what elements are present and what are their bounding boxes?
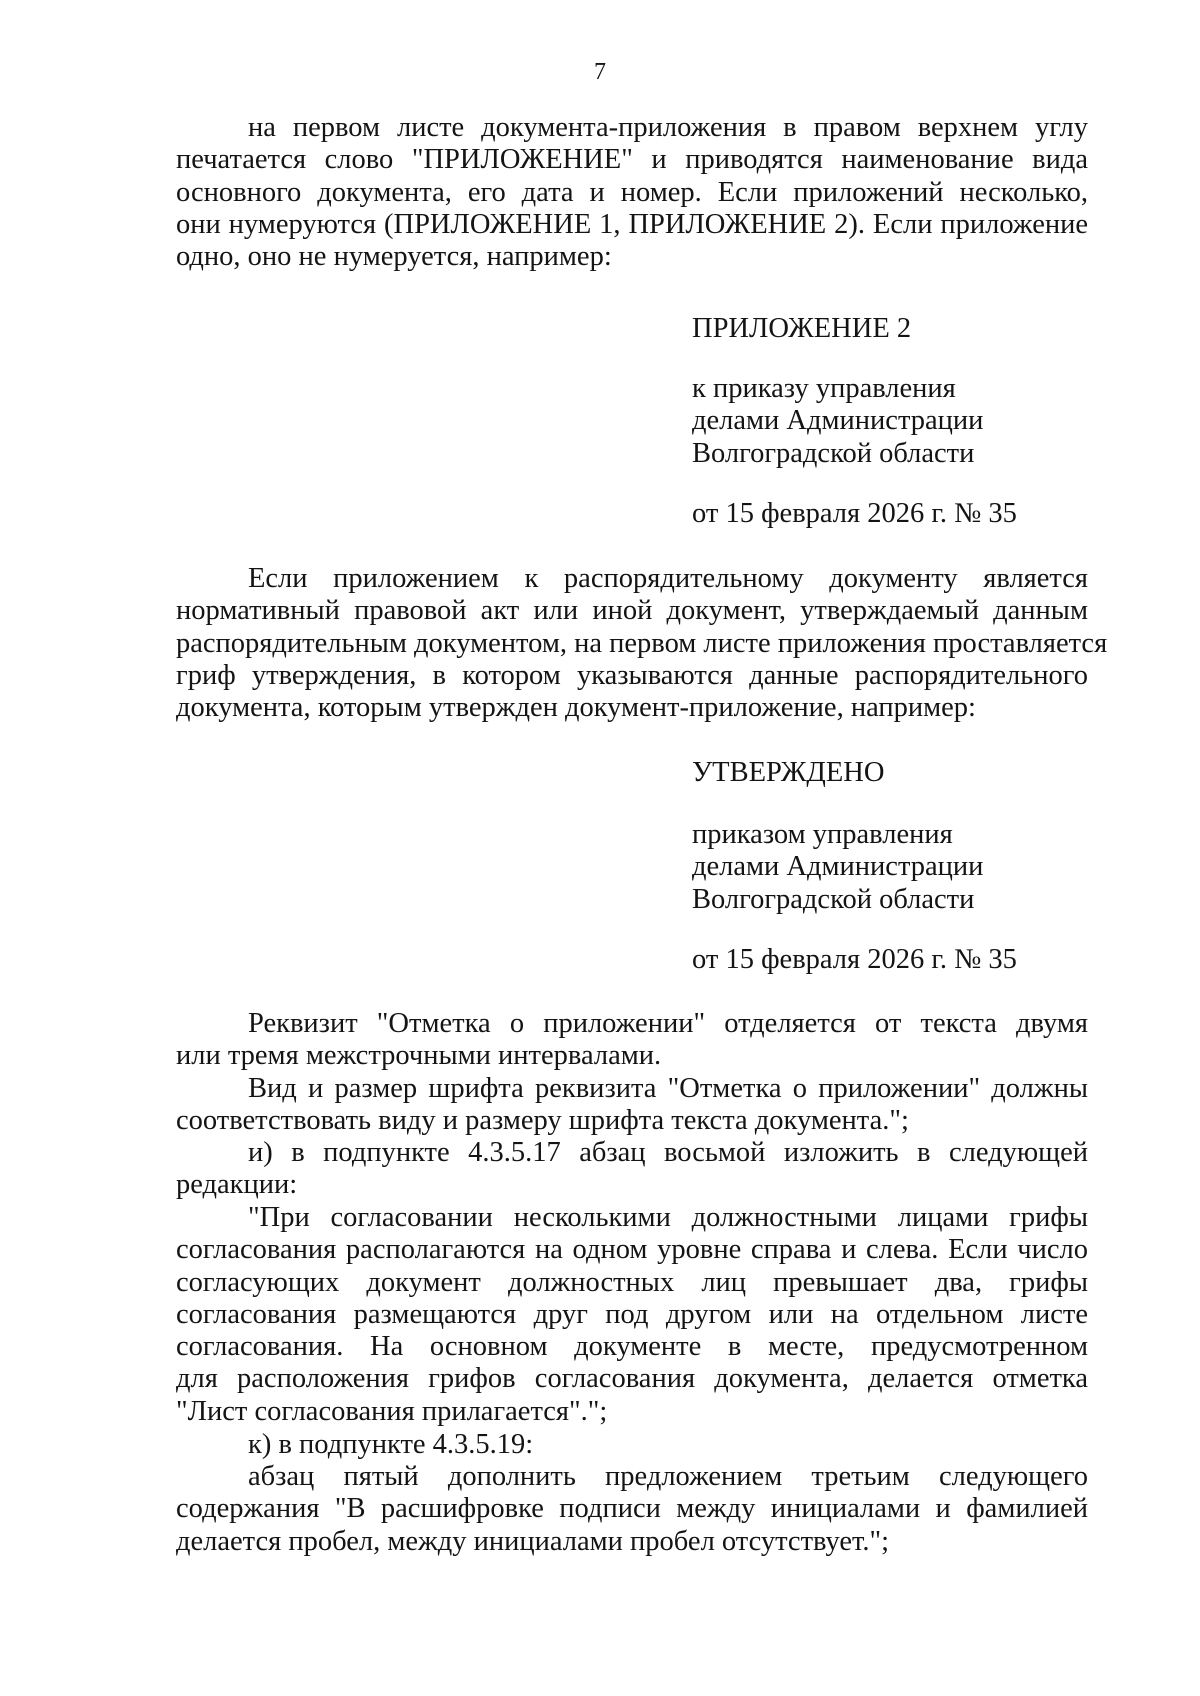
text-line: делами Администрации	[692, 851, 984, 883]
example-attachment-heading: ПРИЛОЖЕНИЕ 2	[692, 313, 912, 344]
example-approval-date: от 15 февраля 2026 г. № 35	[692, 944, 1017, 975]
paragraph-subitem-k	[176, 1429, 1088, 1461]
text-line: к приказу управления	[692, 373, 956, 404]
text-line: абзац пятый дополнить предложением третьим следующего	[248, 1461, 1088, 1492]
text-line: гриф утверждения, в котором указываются данные распорядительного	[176, 659, 1088, 691]
paragraph-approval-signatures	[176, 1202, 1088, 1428]
paragraph-attachment-mark-font	[176, 1073, 1088, 1138]
paragraph-signature-decoding	[176, 1461, 1088, 1558]
paragraph-attachment-rules	[176, 112, 1088, 273]
text-line: печатается слово "ПРИЛОЖЕНИЕ" и приводятся наименование вида	[176, 144, 1088, 176]
text-line: распорядительным документом, на первом листе приложения проставляется	[176, 627, 1108, 659]
text-line: "Лист согласования прилагается".";	[176, 1395, 608, 1427]
text-line: на первом листе документа-приложения в правом верхнем углу	[248, 112, 1088, 143]
text-line: соответствовать виду и размеру шрифта текста документа.";	[176, 1105, 909, 1137]
paragraph-approval-stamp	[176, 563, 1108, 724]
text-line: согласования. На основном документе в месте, предусмотренном	[176, 1331, 1088, 1363]
text-line: делается пробел, между инициалами пробел отсутствует.";	[176, 1525, 890, 1557]
text-line: для расположения грифов согласования документа, делается отметка	[176, 1363, 1088, 1395]
example-approval-reference	[692, 819, 983, 916]
text-line: Если приложением к распорядительному документу является	[248, 563, 1088, 594]
example-approval-heading: УТВЕРЖДЕНО	[692, 757, 885, 788]
text-line: согласования размещаются друг под другом или на отдельном листе	[176, 1298, 1088, 1330]
text-line: или тремя межстрочными интервалами.	[176, 1040, 662, 1072]
text-line: Волгоградской области	[692, 437, 975, 469]
paragraph-attachment-mark-spacing	[176, 1008, 1088, 1073]
text-line: одно, оно не нумеруется, например:	[176, 241, 612, 273]
text-line: основного документа, его дата и номер. Если приложений несколько,	[176, 176, 1088, 208]
text-line: они нумеруются (ПРИЛОЖЕНИЕ 1, ПРИЛОЖЕНИЕ 2). Если приложение	[176, 208, 1088, 240]
text-line: "При согласовании несколькими должностными лицами грифы	[248, 1202, 1088, 1233]
text-line: делами Администрации	[692, 405, 984, 437]
paragraph-subitem-i	[176, 1137, 1088, 1202]
text-line: Вид и размер шрифта реквизита "Отметка о приложении" должны	[248, 1073, 1088, 1104]
text-line: документа, которым утвержден документ-приложение, например:	[176, 692, 976, 724]
text-line: приказом управления	[692, 819, 953, 850]
text-line: и) в подпункте 4.3.5.17 абзац восьмой изложить в следующей	[248, 1137, 1088, 1168]
example-attachment-date: от 15 февраля 2026 г. № 35	[692, 498, 1017, 529]
page-number: 7	[594, 59, 606, 85]
text-line: содержания "В расшифровке подписи между инициалами и фамилией	[176, 1493, 1088, 1525]
text-line: к) в подпункте 4.3.5.19:	[248, 1429, 534, 1460]
text-line: согласующих документ должностных лиц превышает два, грифы	[176, 1266, 1088, 1298]
text-line: нормативный правовой акт или иной документ, утверждаемый данным	[176, 595, 1088, 627]
text-line: Волгоградской области	[692, 883, 975, 915]
text-line: Реквизит "Отметка о приложении" отделяется от текста двумя	[248, 1008, 1088, 1039]
text-line: редакции:	[176, 1169, 298, 1201]
text-line: согласования располагаются на одном уровне справа и слева. Если число	[176, 1234, 1088, 1266]
example-attachment-reference	[692, 373, 983, 470]
